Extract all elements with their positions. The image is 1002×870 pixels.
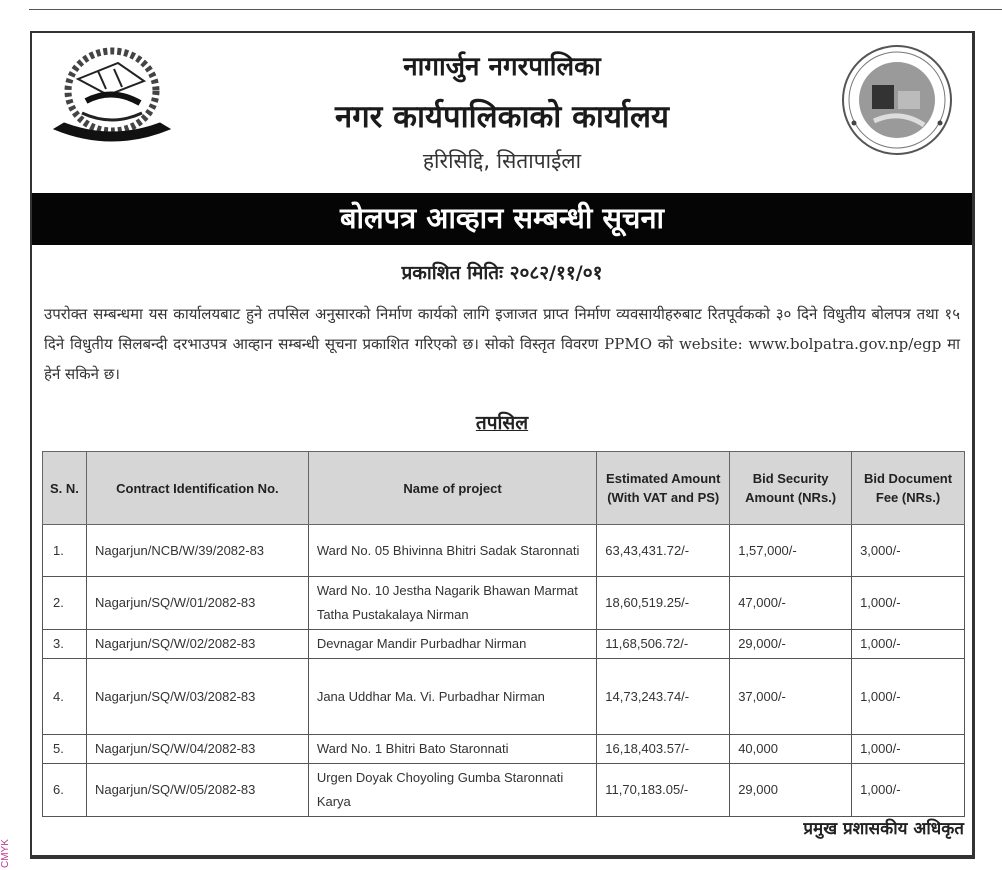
table-row <box>43 735 965 764</box>
cell-contract-id: Nagarjun/SQ/W/01/2082-83 <box>86 577 308 630</box>
table-row <box>43 577 965 630</box>
cell-estimated-amount: 14,73,243.74/- <box>597 659 730 735</box>
cell-estimated-amount: 18,60,519.25/- <box>597 577 730 630</box>
table-row <box>43 659 965 735</box>
cell-project-name: Jana Uddhar Ma. Vi. Purbadhar Nirman <box>308 659 596 735</box>
cell-bid-security: 1,57,000/- <box>730 525 852 577</box>
table-row <box>43 525 965 577</box>
cell-document-fee: 1,000/- <box>852 764 965 817</box>
header-bid-security: Bid Security Amount (NRs.) <box>730 452 852 525</box>
cell-estimated-amount: 11,70,183.05/- <box>597 764 730 817</box>
cell-bid-security: 29,000 <box>730 764 852 817</box>
cell-document-fee: 1,000/- <box>852 659 965 735</box>
header-estimated-amount: Estimated Amount (With VAT and PS) <box>597 452 730 525</box>
cell-bid-security: 29,000/- <box>730 630 852 659</box>
print-color-marker <box>0 838 30 868</box>
table-row <box>43 764 965 817</box>
cell-contract-id: Nagarjun/SQ/W/05/2082-83 <box>86 764 308 817</box>
cell-bid-security: 37,000/- <box>730 659 852 735</box>
office-name: नगर कार्यपालिकाको कार्यालय <box>335 99 669 135</box>
cell-contract-id: Nagarjun/SQ/W/02/2082-83 <box>86 630 308 659</box>
cell-bid-security: 40,000 <box>730 735 852 764</box>
signatory-title: प्रमुख प्रशासकीय अधिकृत <box>803 819 964 839</box>
municipality-seal-icon <box>840 43 954 157</box>
cell-bid-security: 47,000/- <box>730 577 852 630</box>
header-project-name: Name of project <box>308 452 596 525</box>
cell-estimated-amount: 11,68,506.72/- <box>597 630 730 659</box>
cell-sn: 6. <box>43 764 87 817</box>
cell-estimated-amount: 16,18,403.57/- <box>597 735 730 764</box>
table-row <box>43 630 965 659</box>
schedule-heading: तपसिल <box>475 412 529 434</box>
published-date: प्रकाशित मितिः २०८२/११/०१ <box>401 262 603 284</box>
cell-sn: 2. <box>43 577 87 630</box>
cell-document-fee: 1,000/- <box>852 577 965 630</box>
header-contract-id: Contract Identification No. <box>86 452 308 525</box>
cell-sn: 4. <box>43 659 87 735</box>
cell-contract-id: Nagarjun/SQ/W/03/2082-83 <box>86 659 308 735</box>
cell-project-name: Ward No. 10 Jestha Nagarik Bhawan Marmat Tatha Pustakalaya Nirman <box>308 577 596 630</box>
cell-document-fee: 1,000/- <box>852 735 965 764</box>
bid-schedule-table <box>42 451 965 817</box>
cell-contract-id: Nagarjun/SQ/W/04/2082-83 <box>86 735 308 764</box>
cell-estimated-amount: 63,43,431.72/- <box>597 525 730 577</box>
cell-sn: 5. <box>43 735 87 764</box>
header-document-fee: Bid Document Fee (NRs.) <box>852 452 965 525</box>
notice-frame <box>30 31 975 859</box>
top-rule <box>29 9 1002 10</box>
cell-document-fee: 3,000/- <box>852 525 965 577</box>
notice-title-banner: बोलपत्र आव्हान सम्बन्धी सूचना <box>32 193 972 245</box>
intro-paragraph: उपरोक्त सम्बन्धमा यस कार्यालयबाट हुने तपसिल अनुसारको निर्माण कार्यको लागि इजाजत प्राप्त निर्माण व्यवसायीहरुबाट रितपूर्वकको ३० दिने विधुतीय बोलपत्र तथा १५ दिने विधुतीय सिलबन्दी दरभाउपत्र आव्हान सम्बन्धी सूचना प्रकाशित गरिएको छ। सोको विस्तृत विवरण PPMO को website: www.bolpatra.gov.np/egp मा हेर्न सकिने छ। <box>44 305 960 383</box>
header-sn: S. N. <box>43 452 87 525</box>
notice-header <box>32 33 972 193</box>
cell-project-name: Ward No. 1 Bhitri Bato Staronnati <box>308 735 596 764</box>
cell-project-name: Devnagar Mandir Purbadhar Nirman <box>308 630 596 659</box>
cell-sn: 3. <box>43 630 87 659</box>
cell-document-fee: 1,000/- <box>852 630 965 659</box>
municipality-name: नागार्जुन नगरपालिका <box>403 52 601 82</box>
table-header-row <box>43 452 965 525</box>
cell-project-name: Urgen Doyak Choyoling Gumba Staronnati Karya <box>308 764 596 817</box>
print-marker-text: CMYK <box>0 839 11 868</box>
cell-project-name: Ward No. 05 Bhivinna Bhitri Sadak Staronnati <box>308 525 596 577</box>
cell-sn: 1. <box>43 525 87 577</box>
office-address: हरिसिद्दि, सितापाईला <box>422 149 582 173</box>
cell-contract-id: Nagarjun/NCB/W/39/2082-83 <box>86 525 308 577</box>
